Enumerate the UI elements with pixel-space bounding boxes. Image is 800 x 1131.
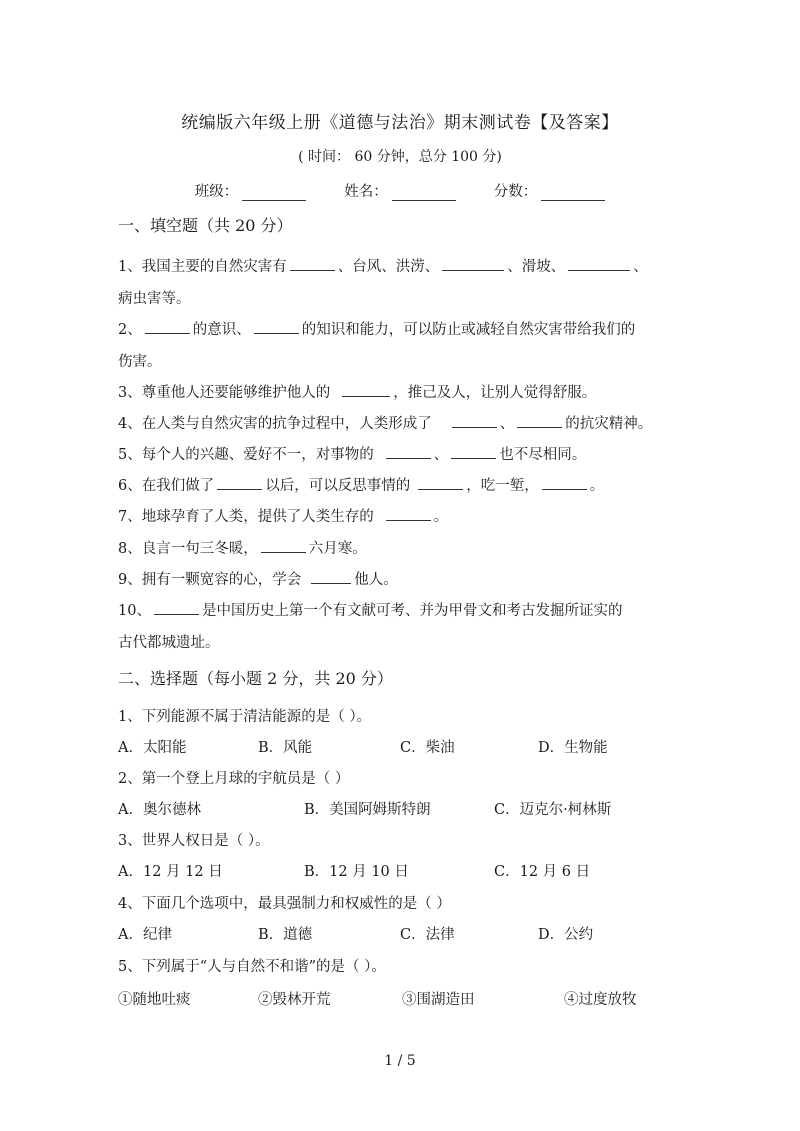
question-5	[118, 443, 698, 464]
score-label: 分数：	[493, 184, 538, 200]
option-b[interactable]: B．12 月 10 日	[304, 864, 409, 880]
option-d[interactable]: D．公约	[538, 927, 594, 943]
q4-text: 4、在人类与自然灾害的抗争过程中，人类形成了	[118, 416, 432, 432]
name-blank[interactable]	[392, 186, 456, 201]
q7-text: 。	[433, 509, 449, 525]
score-blank[interactable]	[541, 186, 605, 201]
q4-blank-2[interactable]	[517, 413, 562, 428]
option-c[interactable]: C．12 月 6 日	[494, 864, 591, 880]
q5-text: 、	[433, 447, 449, 463]
name-field	[344, 180, 456, 201]
q6-text: 以后，可以反思事情的	[265, 478, 411, 494]
question-6	[118, 474, 698, 495]
score-field	[494, 180, 606, 201]
q2-text: 的意识、	[192, 322, 251, 338]
q1-blank-3[interactable]	[568, 256, 630, 271]
class-field	[195, 180, 307, 201]
option-a[interactable]: A．12 月 12 日	[118, 864, 223, 880]
option-3[interactable]: ③围湖造田	[402, 992, 475, 1008]
q8-blank[interactable]	[261, 538, 306, 553]
q10-text: 10、	[118, 603, 151, 619]
option-d[interactable]: D．生物能	[538, 740, 608, 756]
q3-blank[interactable]	[342, 382, 390, 397]
class-blank[interactable]	[242, 186, 306, 201]
choice-question-3: 3、世界人权日是（ ）。	[118, 833, 270, 849]
question-2	[118, 318, 698, 339]
option-b[interactable]: B．风能	[258, 740, 313, 756]
option-c[interactable]: C．柴油	[400, 740, 455, 756]
q3-text: 3、尊重他人还要能够维护他人的	[118, 385, 331, 401]
q1-text: 1、我国主要的自然灾害有	[118, 259, 287, 275]
question-8	[118, 537, 698, 558]
q9-text: 他人。	[354, 572, 398, 588]
q6-blank-1[interactable]	[217, 475, 262, 490]
option-1[interactable]: ①随地吐痰	[118, 992, 191, 1008]
q1-text: 、	[633, 259, 648, 275]
q5-text: 也不尽相同。	[499, 447, 587, 463]
class-label: 班级：	[194, 184, 239, 200]
question-1-cont: 病虫害等。	[118, 291, 191, 307]
option-a[interactable]: A．纪律	[118, 927, 172, 943]
question-10-cont: 古代都城遗址。	[118, 635, 220, 651]
q8-text: 8、良言一句三冬暖，	[118, 541, 258, 557]
question-10	[118, 599, 698, 620]
q5-blank-2[interactable]	[451, 444, 496, 459]
q7-text: 7、地球孕育了人类，提供了人类生存的	[118, 509, 374, 525]
name-label: 姓名：	[344, 184, 388, 200]
q5-text: 5、每个人的兴趣、爱好不一，对事物的	[118, 447, 374, 463]
option-b[interactable]: B．美国阿姆斯特朗	[304, 802, 431, 818]
option-c[interactable]: C．迈克尔·柯林斯	[494, 802, 612, 818]
q2-text: 的知识和能力，可以防止或减轻自然灾害带给我们的	[301, 322, 636, 338]
q2-text: 2、	[118, 322, 142, 338]
q4-text: 的抗灾精神。	[565, 416, 653, 432]
q1-text: 、台风、洪涝、	[337, 259, 440, 275]
q10-text: 是中国历史上第一个有文献可考、并为甲骨文和考古发掘所证实的	[201, 603, 623, 619]
q3-text: ，推己及人，让别人觉得舒服。	[393, 385, 597, 401]
section-heading-choice: 二、选择题（每小题 2 分，共 20 分）	[118, 669, 393, 688]
q1-blank-2[interactable]	[442, 256, 504, 271]
question-2-cont: 伤害。	[118, 354, 162, 370]
exam-time-info: ( 时间： 60 分钟，总分 100 分)	[298, 149, 502, 165]
question-7	[118, 505, 698, 526]
choice-question-4: 4、下面几个选项中，最具强制力和权威性的是（ ）	[118, 896, 451, 912]
question-1	[118, 255, 698, 276]
q7-blank[interactable]	[386, 506, 431, 521]
q2-blank-2[interactable]	[254, 319, 299, 334]
option-2[interactable]: ②毁林开荒	[258, 992, 331, 1008]
choice-question-1: 1、下列能源不属于清洁能源的是（ ）。	[118, 709, 372, 725]
option-b[interactable]: B．道德	[258, 927, 313, 943]
q5-blank-1[interactable]	[386, 444, 431, 459]
question-9	[118, 568, 698, 589]
q10-blank[interactable]	[154, 600, 199, 615]
q6-text: ，吃一堑，	[466, 478, 539, 494]
question-3	[118, 381, 698, 402]
choice-question-2: 2、第一个登上月球的宇航员是（ ）	[118, 771, 350, 787]
q9-text: 9、拥有一颗宽容的心，学会	[118, 572, 302, 588]
student-info-row	[0, 180, 800, 201]
q4-text: 、	[499, 416, 515, 432]
q6-text: 6、在我们做了	[118, 478, 215, 494]
q1-blank-1[interactable]	[290, 256, 335, 271]
q9-blank[interactable]	[311, 569, 351, 584]
q8-text: 六月寒。	[308, 541, 367, 557]
choice-question-5: 5、下列属于“人与自然不和谐”的是（ ）。	[118, 959, 386, 975]
page-number: 1 / 5	[384, 1053, 416, 1069]
option-4[interactable]: ④过度放牧	[564, 992, 637, 1008]
q4-blank-1[interactable]	[452, 413, 497, 428]
option-a[interactable]: A．奥尔德林	[118, 802, 201, 818]
section-heading-fill: 一、填空题（共 20 分）	[118, 216, 293, 235]
q6-blank-2[interactable]	[418, 475, 463, 490]
q6-text: 。	[589, 478, 605, 494]
option-a[interactable]: A．太阳能	[118, 740, 187, 756]
q6-blank-3[interactable]	[542, 475, 587, 490]
option-c[interactable]: C．法律	[400, 927, 455, 943]
q2-blank-1[interactable]	[145, 319, 190, 334]
q1-text: 、滑坡、	[507, 259, 566, 275]
question-4	[118, 412, 698, 433]
page-title: 统编版六年级上册《道德与法治》期末测试卷【及答案】	[181, 113, 619, 133]
